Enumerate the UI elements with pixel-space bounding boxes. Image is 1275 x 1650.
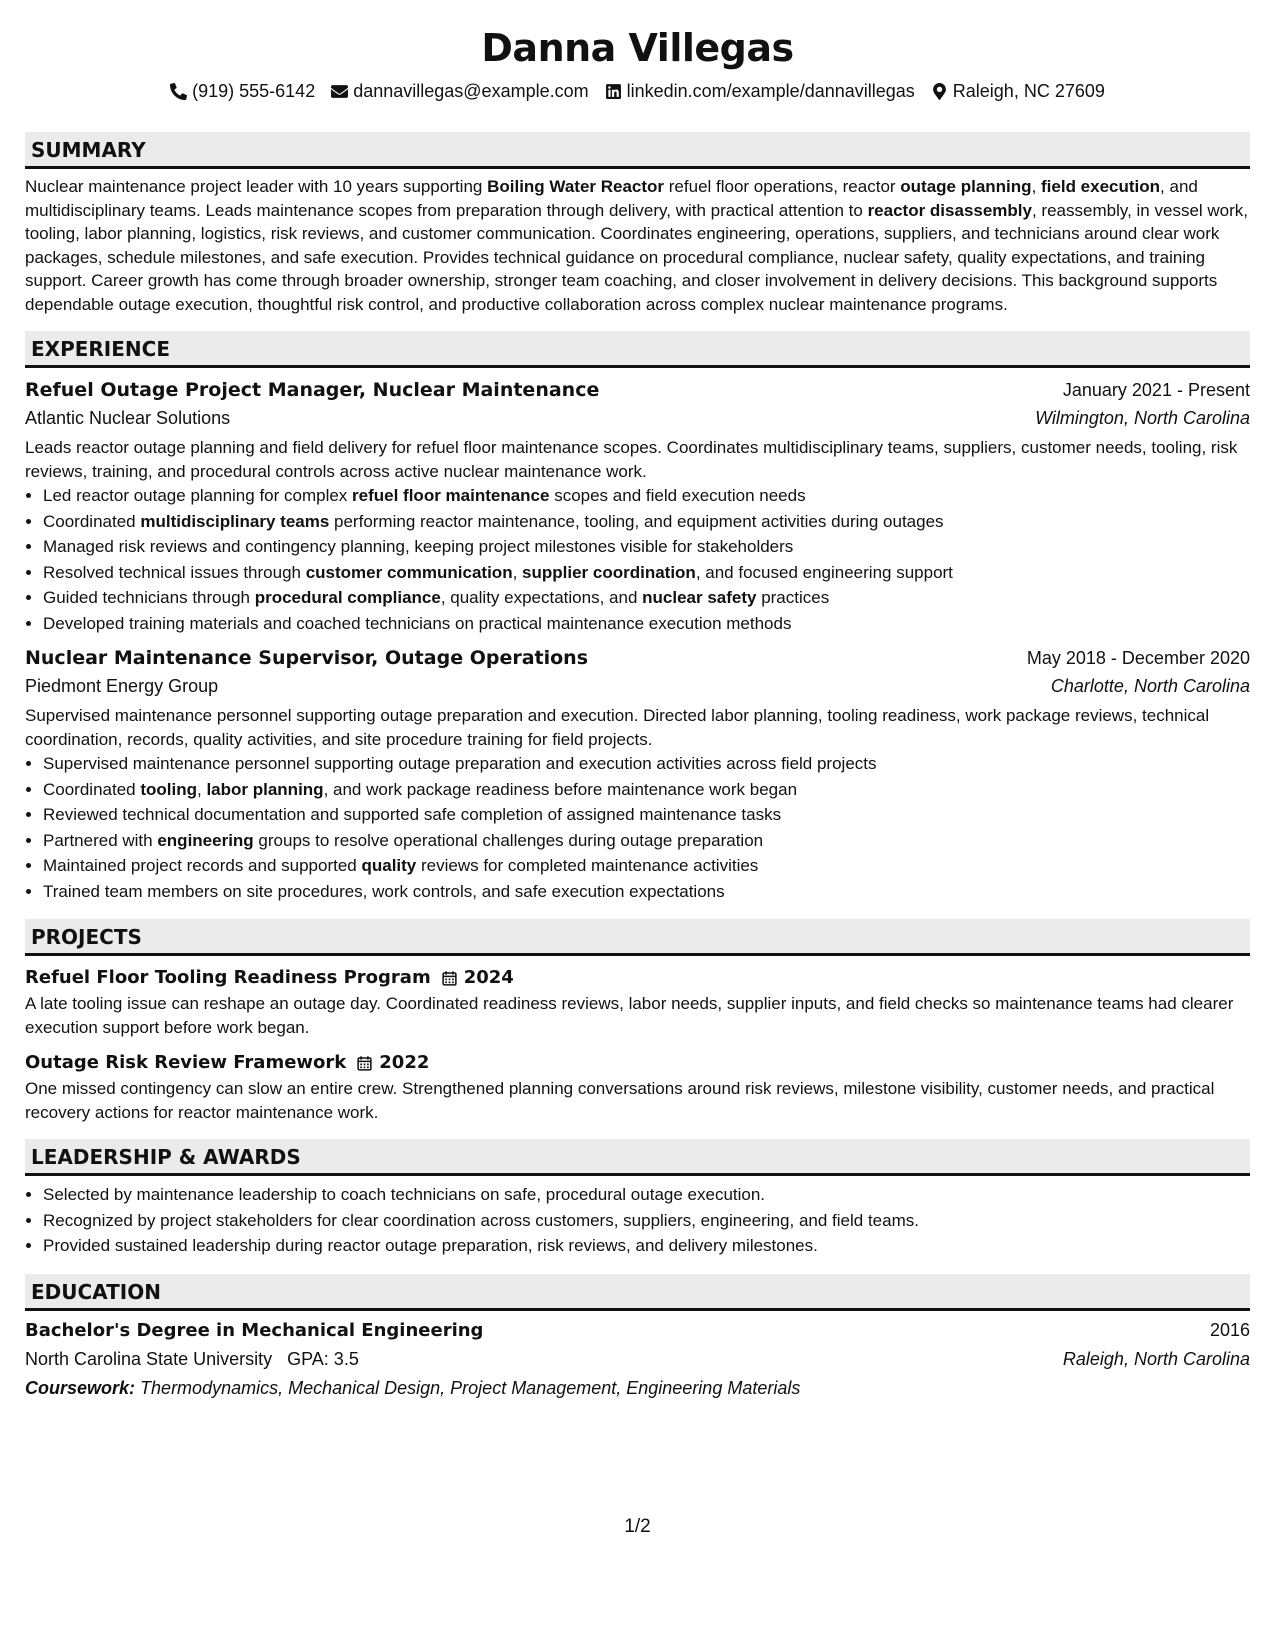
school-location: Raleigh, North Carolina — [1062, 1348, 1250, 1369]
resume-page — [25, 0, 1250, 1650]
education-section — [25, 1274, 1250, 1403]
leadership-item: • Provided sustained leadership during reactor outage preparation, risk reviews, and delivery milestones. — [43, 1233, 1250, 1259]
email-text: dannavillegas@example.com — [353, 81, 589, 101]
project-year: 2024 — [463, 967, 514, 988]
text-run: Coordinated — [43, 779, 141, 799]
job-bullet — [43, 853, 1250, 879]
job-bullet-list — [25, 483, 1250, 636]
job-bullet — [43, 777, 1250, 803]
leadership-item: • Recognized by project stakeholders for clear coordination across customers, suppliers, engineering, and field teams. — [43, 1208, 1250, 1234]
emphasis-text: tooling — [140, 779, 197, 799]
project-year-group — [441, 964, 514, 992]
text-run: , and focused engineering support — [695, 562, 953, 582]
coursework-list: Thermodynamics, Mechanical Design, Project Management, Engineering Materials — [140, 1377, 801, 1398]
contact-bar — [25, 80, 1250, 102]
project-year-group — [356, 1049, 429, 1077]
text-run: , and multidisciplinary teams. Leads maintenance scopes from preparation through delivery, with practical attention to — [25, 177, 1198, 220]
projects-section — [25, 919, 1250, 1124]
summary-text — [25, 175, 1250, 316]
emphasis-text: field execution — [1041, 177, 1161, 196]
contact-linkedin[interactable] — [605, 80, 915, 102]
phone-icon — [170, 83, 187, 100]
emphasis-text: supplier coordination — [522, 562, 696, 582]
section-heading-education: EDUCATION — [25, 1274, 1250, 1311]
leadership-item: • Selected by maintenance leadership to coach technicians on safe, procedural outage execution. — [43, 1182, 1250, 1208]
project-year: 2022 — [379, 1052, 430, 1073]
text-run: , — [197, 779, 207, 799]
contact-email[interactable] — [331, 80, 588, 102]
degree-title: Bachelor's Degree in Mechanical Engineering — [25, 1319, 484, 1341]
text-run: Partnered with — [43, 830, 158, 850]
phone-text: (919) 555-6142 — [192, 81, 316, 101]
job-bullet-list — [25, 751, 1250, 904]
envelope-icon — [331, 83, 348, 100]
graduation-year: 2016 — [1209, 1319, 1250, 1340]
emphasis-text: refuel floor maintenance — [352, 486, 550, 505]
text-run: Guided technicians through — [43, 588, 255, 607]
text-run: groups to resolve operational challenges during outage preparation — [253, 830, 764, 850]
text-run: , quality expectations, and — [440, 588, 643, 607]
text-run: Coordinated — [43, 511, 141, 531]
job-title: Refuel Outage Project Manager, Nuclear Maintenance — [25, 379, 600, 401]
job-location: Charlotte, North Carolina — [1050, 676, 1250, 696]
company-name: Atlantic Nuclear Solutions — [25, 408, 231, 428]
leadership-section — [25, 1139, 1250, 1259]
text-run: performing reactor maintenance, tooling, and equipment activities during outages — [329, 511, 944, 531]
map-marker-icon — [931, 83, 948, 100]
job-bullet — [43, 828, 1250, 854]
location-text: Raleigh, NC 27609 — [952, 81, 1105, 101]
text-run: Resolved technical issues through — [43, 562, 306, 582]
section-heading-experience: EXPERIENCE — [25, 331, 1250, 368]
text-run: Led reactor outage planning for complex — [43, 486, 353, 505]
contact-location — [931, 80, 1105, 102]
gpa: GPA: 3.5 — [287, 1348, 359, 1369]
linkedin-text: linkedin.com/example/dannavillegas — [626, 81, 915, 101]
emphasis-text: labor planning — [206, 779, 324, 799]
section-heading-leadership: LEADERSHIP & AWARDS — [25, 1139, 1250, 1176]
project-description: One missed contingency can slow an entire crew. Strengthened planning conversations around risk reviews, milestone visibility, customer needs, and practical recovery actions for reactor maintenance work. — [25, 1079, 1215, 1122]
text-run: , reassembly, in vessel work, tooling, labor planning, logistics, risk reviews, and customer communication. Coordinates engineering, operations, suppliers, and technicians around clear work packages, schedule milestones, and safe execution. Provides technical guidance on procedural compliance, nuclear safety, quality expectations, and training support. Career growth has come through broader ownership, stronger team coaching, and closer involvement in delivery decisions. This background supports dependable outage execution, thoughtful risk control, and productive collaboration across complex nuclear maintenance programs. — [25, 200, 1249, 314]
school-name: North Carolina State University — [25, 1348, 273, 1369]
leadership-list — [25, 1182, 1250, 1259]
coursework — [25, 1374, 1250, 1403]
job-bullet — [43, 509, 1250, 535]
text-run: Trained team members on site procedures, work controls, and safe execution expectations — [43, 881, 725, 901]
job-bullet — [43, 534, 1250, 560]
job-location: Wilmington, North Carolina — [1035, 408, 1250, 428]
emphasis-text: engineering — [157, 830, 254, 850]
text-run: , — [1031, 177, 1042, 196]
text-run: refuel floor operations, reactor — [664, 177, 901, 196]
coursework-label: Coursework: — [25, 1377, 136, 1398]
text-run: , — [512, 562, 523, 582]
job-bullet — [43, 751, 1250, 777]
job-bullet — [43, 585, 1250, 611]
calendar-icon — [441, 970, 458, 987]
project-entry — [25, 1049, 1250, 1124]
candidate-name: Danna Villegas — [481, 26, 794, 70]
section-heading-projects: PROJECTS — [25, 919, 1250, 956]
text-run: practices — [756, 588, 830, 607]
linkedin-icon — [605, 83, 622, 100]
calendar-icon — [356, 1055, 373, 1072]
job-bullet — [43, 879, 1250, 905]
text-run: scopes and field execution needs — [549, 486, 806, 505]
text-run: Supervised maintenance personnel supporting outage preparation and execution activities across field projects — [43, 754, 877, 773]
company-name: Piedmont Energy Group — [25, 676, 219, 696]
job-bullet — [43, 560, 1250, 586]
emphasis-text: reactor disassembly — [867, 200, 1032, 220]
project-title: Refuel Floor Tooling Readiness Program — [25, 967, 431, 988]
page-number: 1/2 — [624, 1516, 651, 1537]
job-dates: May 2018 - December 2020 — [1026, 648, 1250, 668]
text-run: Managed risk reviews and contingency planning, keeping project milestones visible for stakeholders — [43, 537, 794, 556]
job-bullet — [43, 611, 1250, 637]
job-description: Leads reactor outage planning and field delivery for refuel floor maintenance scopes. Coordinates multidisciplinary teams, suppliers, customer needs, tooling, risk reviews, training, and procedural controls across active nuclear maintenance work. — [25, 438, 1238, 481]
section-heading-summary: SUMMARY — [25, 132, 1250, 169]
contact-phone — [170, 80, 315, 102]
text-run: reviews for completed maintenance activities — [416, 856, 759, 875]
job-title: Nuclear Maintenance Supervisor, Outage Operations — [25, 647, 589, 669]
job-bullet — [43, 802, 1250, 828]
project-entry — [25, 964, 1250, 1039]
job-entry — [25, 376, 1250, 636]
job-entry — [25, 644, 1250, 904]
job-description: Supervised maintenance personnel supporting outage preparation and execution. Directed labor planning, tooling readiness, work package reviews, technical coordination, records, quality activities, and site procedure training for field projects. — [25, 706, 1210, 749]
emphasis-text: Boiling Water Reactor — [487, 177, 665, 196]
text-run: Reviewed technical documentation and supported safe completion of assigned maintenance tasks — [43, 805, 782, 824]
school-info — [25, 1345, 359, 1374]
text-run: Developed training materials and coached technicians on practical maintenance execution methods — [43, 613, 792, 633]
job-dates: January 2021 - Present — [1062, 380, 1250, 400]
text-run: Maintained project records and supported — [43, 856, 362, 875]
emphasis-text: procedural compliance — [254, 588, 441, 607]
emphasis-text: customer communication — [305, 562, 513, 582]
summary-section — [25, 132, 1250, 316]
text-run: Nuclear maintenance project leader with 10 years supporting — [25, 177, 488, 196]
emphasis-text: multidisciplinary teams — [140, 511, 330, 531]
experience-section — [25, 331, 1250, 904]
project-description: A late tooling issue can reshape an outage day. Coordinated readiness reviews, labor needs, supplier inputs, and field checks so maintenance teams had clearer execution support before work began. — [25, 994, 1234, 1037]
emphasis-text: quality — [361, 856, 417, 875]
emphasis-text: outage planning — [900, 177, 1032, 196]
text-run: , and work package readiness before maintenance work began — [323, 779, 798, 799]
job-bullet — [43, 483, 1250, 509]
emphasis-text: nuclear safety — [642, 588, 757, 607]
project-title: Outage Risk Review Framework — [25, 1052, 347, 1073]
